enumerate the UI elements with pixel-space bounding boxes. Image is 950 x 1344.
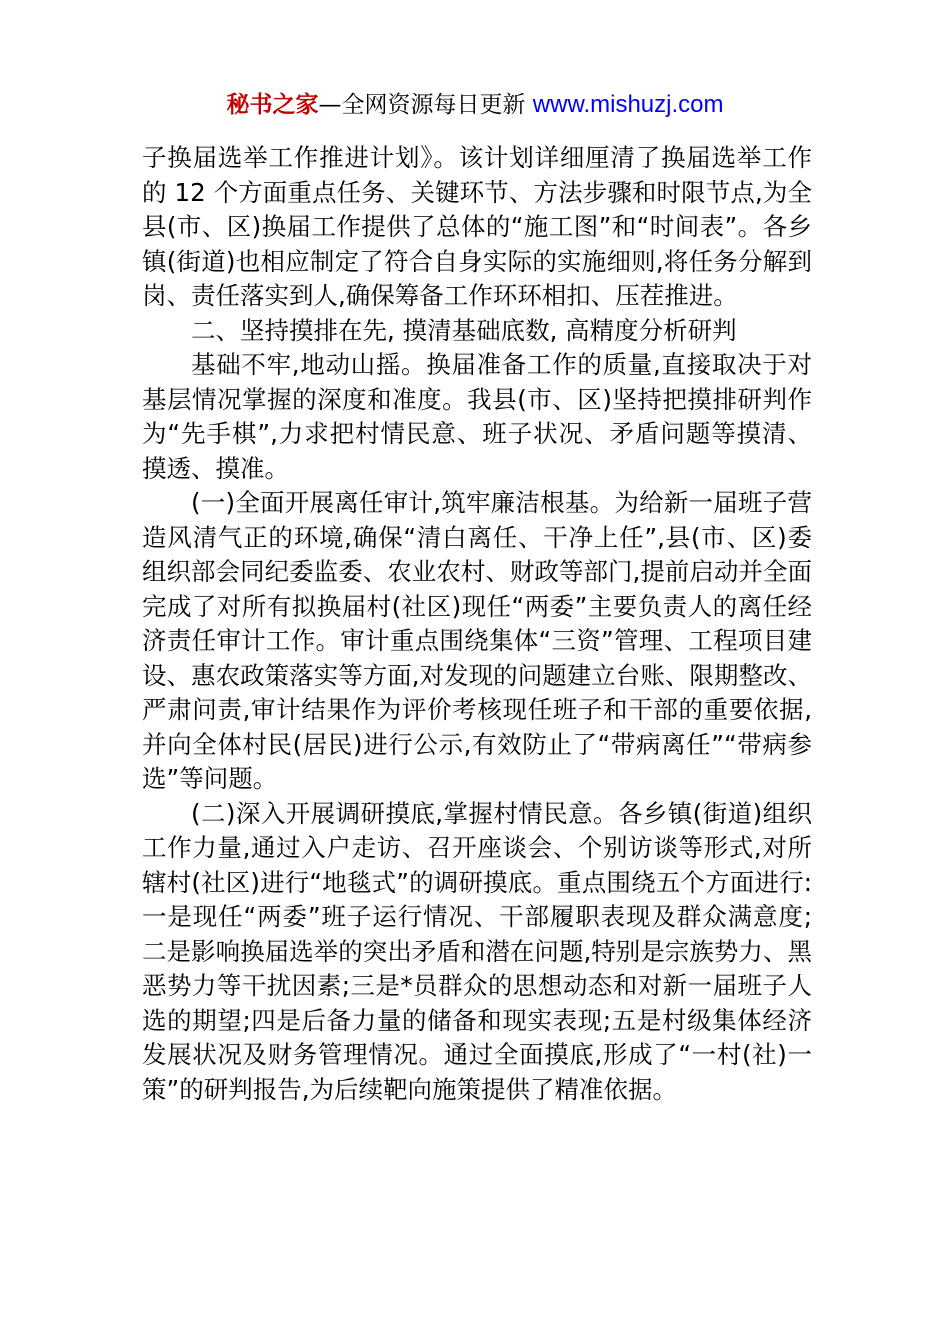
document-body: [142, 141, 812, 1107]
paragraph: (一)全面开展离任审计,筑牢廉洁根基。为给新一届班子营造风清气正的环境,确保“清白离任、干净上任”,县(市、区)委组织部会同纪委监委、农业农村、财政等部门,提前启动并全面完成了对所有拟换届村(社区)现任“两委”主要负责人的离任经济责任审计工作。审计重点围绕集体“三资”管理、工程项目建设、惠农政策落实等方面,对发现的问题建立台账、限期整改、严肃问责,审计结果作为评价考核现任班子和干部的重要依据,并向全体村民(居民)进行公示,有效防止了“带病离任”“带病参选”等问题。: [142, 488, 812, 793]
brand-name: 秘书之家: [226, 92, 319, 118]
site-header: [0, 88, 950, 122]
paragraph: 子换届选举工作推进计划》。该计划详细厘清了换届选举工作的 12 个方面重点任务、关键环节、方法步骤和时限节点,为全县(市、区)换届工作提供了总体的“施工图”和“时间表”。各乡镇(街道)也相应制定了符合自身实际的实施细则,将任务分解到岗、责任落实到人,确保筹备工作环环相扣、压茬推进。: [142, 143, 812, 310]
paragraph: 基础不牢,地动山摇。换届准备工作的质量,直接取决于对基层情况掌握的深度和准度。我县(市、区)坚持把摸排研判作为“先手棋”,力求把村情民意、班子状况、矛盾问题等摸清、摸透、摸准。: [142, 350, 812, 483]
paragraph: (二)深入开展调研摸底,掌握村情民意。各乡镇(街道)组织工作力量,通过入户走访、召开座谈会、个别访谈等形式,对所辖村(社区)进行“地毯式”的调研摸底。重点围绕五个方面进行:一是现任“两委”班子运行情况、干部履职表现及群众满意度;二是影响换届选举的突出矛盾和潜在问题,特别是宗族势力、黑恶势力等干扰因素;三是*员群众的思想动态和对新一届班子人选的期望;四是后备力量的储备和现实表现;五是村级集体经济发展状况及财务管理情况。通过全面摸底,形成了“一村(社)一策”的研判报告,为后续靶向施策提供了精准依据。: [142, 798, 812, 1104]
header-slogan: —全网资源每日更新: [318, 92, 533, 118]
section-heading: 二、坚持摸排在先, 摸清基础底数, 高精度分析研判: [191, 315, 737, 345]
site-url-link[interactable]: www.mishuzj.com: [532, 91, 724, 118]
